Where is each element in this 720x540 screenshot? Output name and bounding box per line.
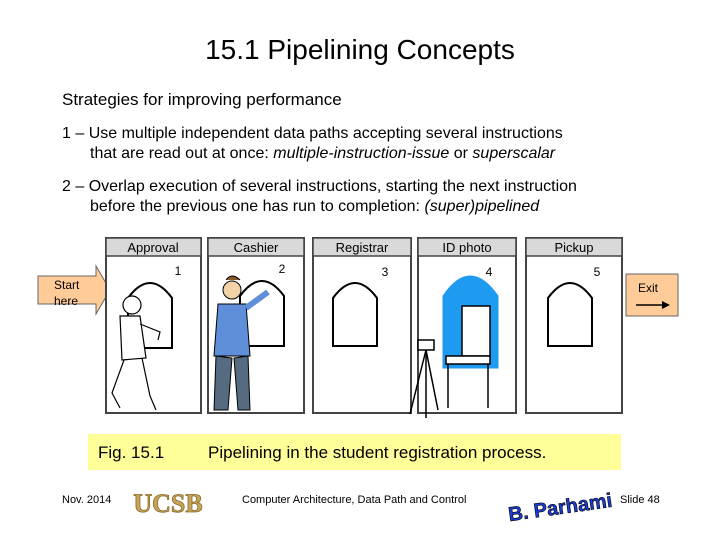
parhami-logo-text: B. Parhami <box>507 489 614 527</box>
parhami-logo <box>507 484 614 528</box>
station-2-name: Cashier <box>233 240 279 255</box>
station-4-name: ID photo <box>442 240 492 255</box>
strategy-1-line-1: 1 – Use multiple independent data paths accepting several instructions <box>62 125 563 142</box>
slide-title: 15.1 Pipelining Concepts <box>205 34 515 65</box>
strategy-1-line-2 <box>62 144 563 164</box>
station-4-number: 4 <box>485 265 493 279</box>
station-5-name: Pickup <box>554 240 594 255</box>
figure-caption <box>88 434 621 470</box>
footer-date: Nov. 2014 <box>62 494 112 506</box>
pipeline-illustration <box>0 228 720 442</box>
strategy-1-term-1: multiple-instruction-issue <box>273 145 450 162</box>
start-label-2: here <box>54 294 79 308</box>
strategy-2-term: (super)pipelined <box>424 198 540 215</box>
ucsb-logo <box>122 486 214 520</box>
exit-label: Exit <box>638 281 659 295</box>
station-2-number: 2 <box>278 262 286 276</box>
strategy-2-line-1: 2 – Overlap execution of several instructions, starting the next instruction <box>62 178 577 195</box>
strategy-item-2 <box>62 177 577 217</box>
strategy-1-prefix: that are read out at once: <box>90 145 274 162</box>
station-1-number: 1 <box>174 264 182 278</box>
ucsb-logo-text: UCSB <box>133 489 203 518</box>
pipeline-figure <box>0 228 720 442</box>
strategy-1-mid: or <box>449 145 473 162</box>
station-5-number: 5 <box>593 265 601 279</box>
figure-number: Fig. 15.1 <box>98 443 165 462</box>
station-3-number: 3 <box>381 265 389 279</box>
start-label-1: Start <box>54 278 80 292</box>
station-registrar <box>313 238 411 413</box>
strategy-item-1 <box>62 124 563 164</box>
station-approval <box>106 238 201 413</box>
footer-slide-number: Slide 48 <box>620 494 660 506</box>
start-arrow <box>38 266 110 314</box>
station-id-photo <box>410 238 516 418</box>
strategy-1-term-2: superscalar <box>472 145 556 162</box>
station-1-name: Approval <box>127 240 179 255</box>
strategy-2-line-2 <box>62 197 577 217</box>
station-pickup <box>526 238 622 413</box>
figure-caption-text: Pipelining in the student registration process. <box>208 443 547 462</box>
station-cashier <box>208 238 304 413</box>
footer-course: Computer Architecture, Data Path and Control <box>242 494 467 506</box>
exit-arrow <box>626 274 678 316</box>
strategy-2-prefix: before the previous one has run to completion: <box>90 198 425 215</box>
slide-subtitle: Strategies for improving performance <box>62 90 342 109</box>
station-3-name: Registrar <box>335 240 389 255</box>
